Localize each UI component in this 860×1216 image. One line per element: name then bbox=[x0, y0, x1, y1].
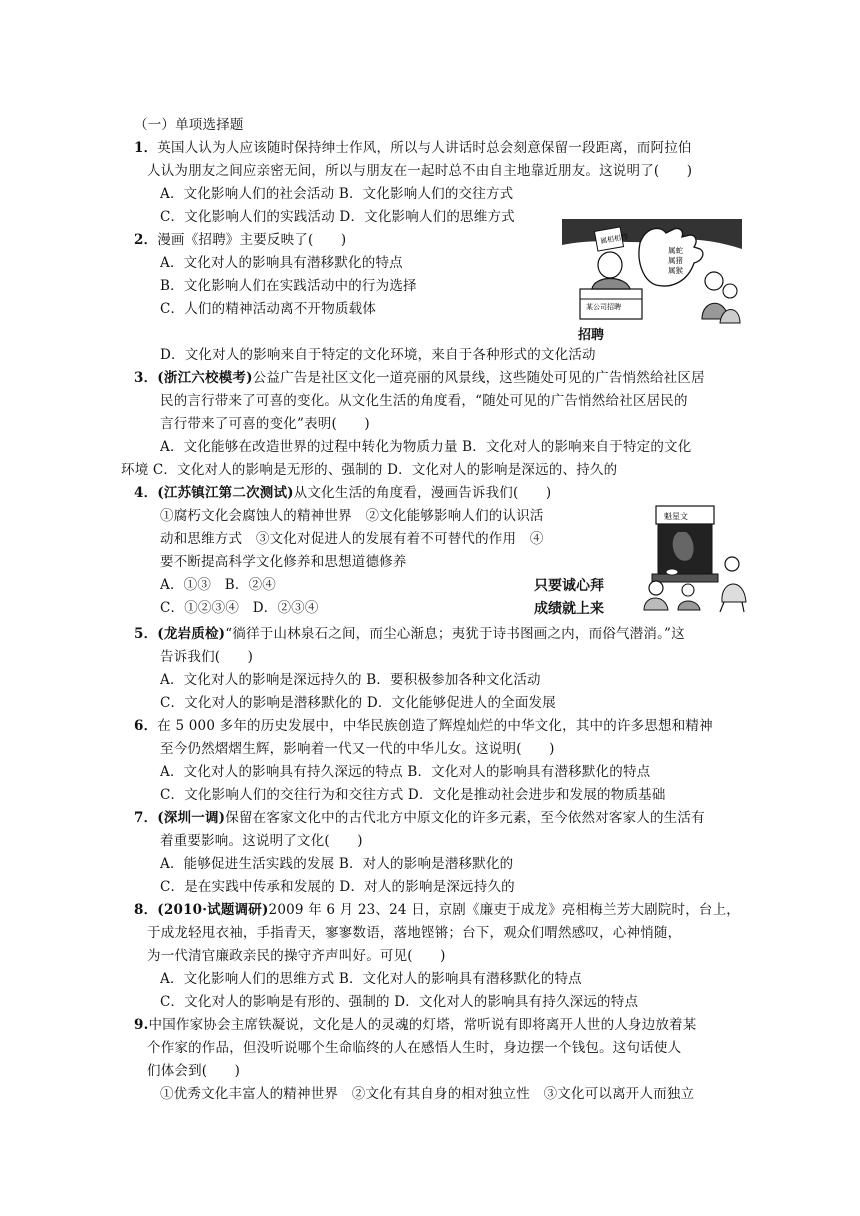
worship-cartoon-figure bbox=[630, 502, 750, 612]
question-1-stem-line-2: 人认为朋友之间应亲密无间，所以与朋友在一起时总不由自主地靠近朋友。这说明了( ) bbox=[147, 163, 693, 179]
question-3-stem-line-1: 3．(浙江六校模考)公益广告是社区文化一道亮丽的风景线，这些随处可见的广告悄然给社区居 bbox=[134, 370, 705, 386]
question-2-option-b: B．文化影响人们在实践活动中的行为选择 bbox=[160, 278, 417, 294]
question-number: 7． bbox=[134, 810, 158, 826]
question-8-stem-line-2: 于成龙轻甩衣袖，手指青天，寥寥数语，落地铿锵；台下，观众们喟然感叹，心神悄随， bbox=[147, 925, 682, 941]
worship-cartoon-caption-line-1: 只要诚心拜 bbox=[534, 578, 604, 594]
question-9-stem-line-3: 们体会到( ) bbox=[147, 1063, 241, 1079]
question-8-options-line-2: C．文化对人的影响是有形的、强制的 D．文化对人的影响具有持久深远的特点 bbox=[160, 994, 639, 1010]
question-3-stem-line-2: 民的言行带来了可喜的变化。从文化生活的角度看，“随处可见的广告悄然给社区居民的 bbox=[160, 393, 688, 409]
worship-cartoon-caption-line-2: 成绩就上来 bbox=[534, 601, 604, 617]
question-5-options-line-1: A．文化对人的影响是深远持久的 B．要积极参加各种文化活动 bbox=[160, 672, 541, 688]
question-4-options-line-1: A．①③ B．②④ bbox=[160, 577, 276, 593]
question-4-options-line-2: C．①②③④ D．②③④ bbox=[160, 600, 319, 616]
question-3-options-line-1: A．文化能够在改造世界的过程中转化为物质力量 B．文化对人的影响来自于特定的文化 bbox=[160, 439, 692, 455]
question-4-statement-line-3: 要不断提高科学文化修养和思想道德修养 bbox=[160, 554, 407, 570]
hand-text-3: 属猴 bbox=[668, 266, 683, 275]
question-source: (龙岩质检) bbox=[157, 626, 226, 642]
question-number: 2． bbox=[134, 232, 158, 248]
question-2-option-c: C．人们的精神活动离不开物质载体 bbox=[160, 301, 377, 317]
question-number: 5． bbox=[134, 626, 158, 642]
question-3-stem-line-3: 言行带来了可喜的变化”表明( ) bbox=[160, 416, 370, 432]
question-9-statement-line-1: ①优秀文化丰富人的精神世界 ②文化有其自身的相对独立性 ③文化可以离开人而独立 bbox=[160, 1086, 695, 1102]
question-5-stem-line-1: 5．(龙岩质检)“徜徉于山林泉石之间，而尘心渐息；夷犹于诗书图画之内，而俗气潜消。”这 bbox=[134, 626, 685, 642]
sign-table-text: 某公司招聘 bbox=[586, 303, 621, 311]
question-7-options-line-1: A．能够促进生活实践的发展 B．对人的影响是潜移默化的 bbox=[160, 856, 514, 872]
recruitment-cartoon-figure bbox=[562, 219, 742, 325]
question-5-options-line-2: C．文化对人的影响是潜移默化的 D．文化能够促进人的全面发展 bbox=[160, 695, 556, 711]
question-8-stem-line-3: 为一代清官廉政亲民的操守齐声叫好。可见( ) bbox=[147, 948, 446, 964]
question-number: 6． bbox=[134, 718, 158, 734]
question-number: 9. bbox=[134, 1017, 149, 1033]
question-2-option-a: A．文化对人的影响具有潜移默化的特点 bbox=[160, 255, 403, 271]
question-6-stem-line-2: 至今仍然熠熠生辉，影响着一代又一代的中华儿女。这说明( ) bbox=[160, 741, 555, 757]
section-title: （一）单项选择题 bbox=[134, 117, 244, 133]
hand-text-2: 属猪 bbox=[668, 256, 683, 265]
question-4-statement-line-2: 动和思维方式 ③文化对促进人的发展有着不可替代的作用 ④ bbox=[160, 531, 544, 547]
hand-text-1: 属蛇 bbox=[668, 246, 683, 255]
question-7-stem-line-1: 7．(深圳一调)保留在客家文化中的古代北方中原文化的许多元素，至今依然对客家人的生活有 bbox=[134, 810, 705, 826]
question-1-options-line-2: C．文化影响人们的实践活动 D．文化影响人们的思维方式 bbox=[160, 209, 515, 225]
question-1-stem-line-1: 1．英国人认为人应该随时保持绅士作风，所以与人讲话时总会刻意保留一段距离，而阿拉伯 bbox=[134, 140, 692, 156]
question-6-stem-line-1: 6．在 5 000 多年的历史发展中，中华民族创造了辉煌灿烂的中华文化，其中的许多思想和精神 bbox=[134, 718, 713, 734]
question-number: 8． bbox=[134, 902, 158, 918]
question-2-stem: 2．漫画《招聘》主要反映了( ) bbox=[134, 232, 347, 248]
shrine-label: 魁星文 bbox=[664, 512, 688, 521]
question-4-stem: 4．(江苏镇江第二次测试)从文化生活的角度看，漫画告诉我们( ) bbox=[134, 485, 552, 501]
question-source: (江苏镇江第二次测试) bbox=[157, 485, 294, 501]
question-6-options-line-2: C．文化影响人们的交往行为和交往方式 D．文化是推动社会进步和发展的物质基础 bbox=[160, 787, 666, 803]
question-6-options-line-1: A．文化对人的影响具有持久深远的特点 B．文化对人的影响具有潜移默化的特点 bbox=[160, 764, 651, 780]
question-source: (浙江六校模考) bbox=[157, 370, 253, 386]
sign-top-text: 属相相符 bbox=[599, 232, 629, 246]
question-8-stem-line-1: 8．(2010·试题调研)2009 年 6 月 23、24 日，京剧《廉吏于成龙》亮相梅兰芳大剧院时，台上， bbox=[134, 902, 741, 918]
question-number: 3． bbox=[134, 370, 158, 386]
question-7-options-line-2: C．是在实践中传承和发展的 D．对人的影响是深远持久的 bbox=[160, 879, 515, 895]
question-3-options-line-2: 环境 C．文化对人的影响是无形的、强制的 D．文化对人的影响是深远的、持久的 bbox=[121, 462, 618, 478]
question-5-stem-line-2: 告诉我们( ) bbox=[160, 649, 254, 665]
question-source: (深圳一调) bbox=[157, 810, 226, 826]
question-7-stem-line-2: 着重要影响。这说明了文化( ) bbox=[160, 833, 363, 849]
question-9-stem-line-1: 9.中国作家协会主席铁凝说，文化是人的灵魂的灯塔，常听说有即将离开人世的人身边放着某 bbox=[134, 1017, 697, 1033]
question-4-statement-line-1: ①腐朽文化会腐蚀人的精神世界 ②文化能够影响人们的认识活 bbox=[160, 508, 544, 524]
question-1-options-line-1: A．文化影响人们的社会活动 B．文化影响人们的交往方式 bbox=[160, 186, 514, 202]
question-number: 4． bbox=[134, 485, 158, 501]
question-number: 1． bbox=[134, 140, 158, 156]
question-source: (2010·试题调研) bbox=[157, 902, 269, 918]
question-9-stem-line-2: 个作家的作品，但没听说哪个生命临终的人在感悟人生时，身边摆一个钱包。这句话使人 bbox=[147, 1040, 682, 1056]
question-2-option-d: D．文化对人的影响来自于特定的文化环境，来自于各种形式的文化活动 bbox=[160, 347, 596, 363]
question-8-options-line-1: A．文化影响人们的思维方式 B．文化对人的影响具有潜移默化的特点 bbox=[160, 971, 582, 987]
recruitment-cartoon-caption: 招聘 bbox=[578, 328, 605, 343]
